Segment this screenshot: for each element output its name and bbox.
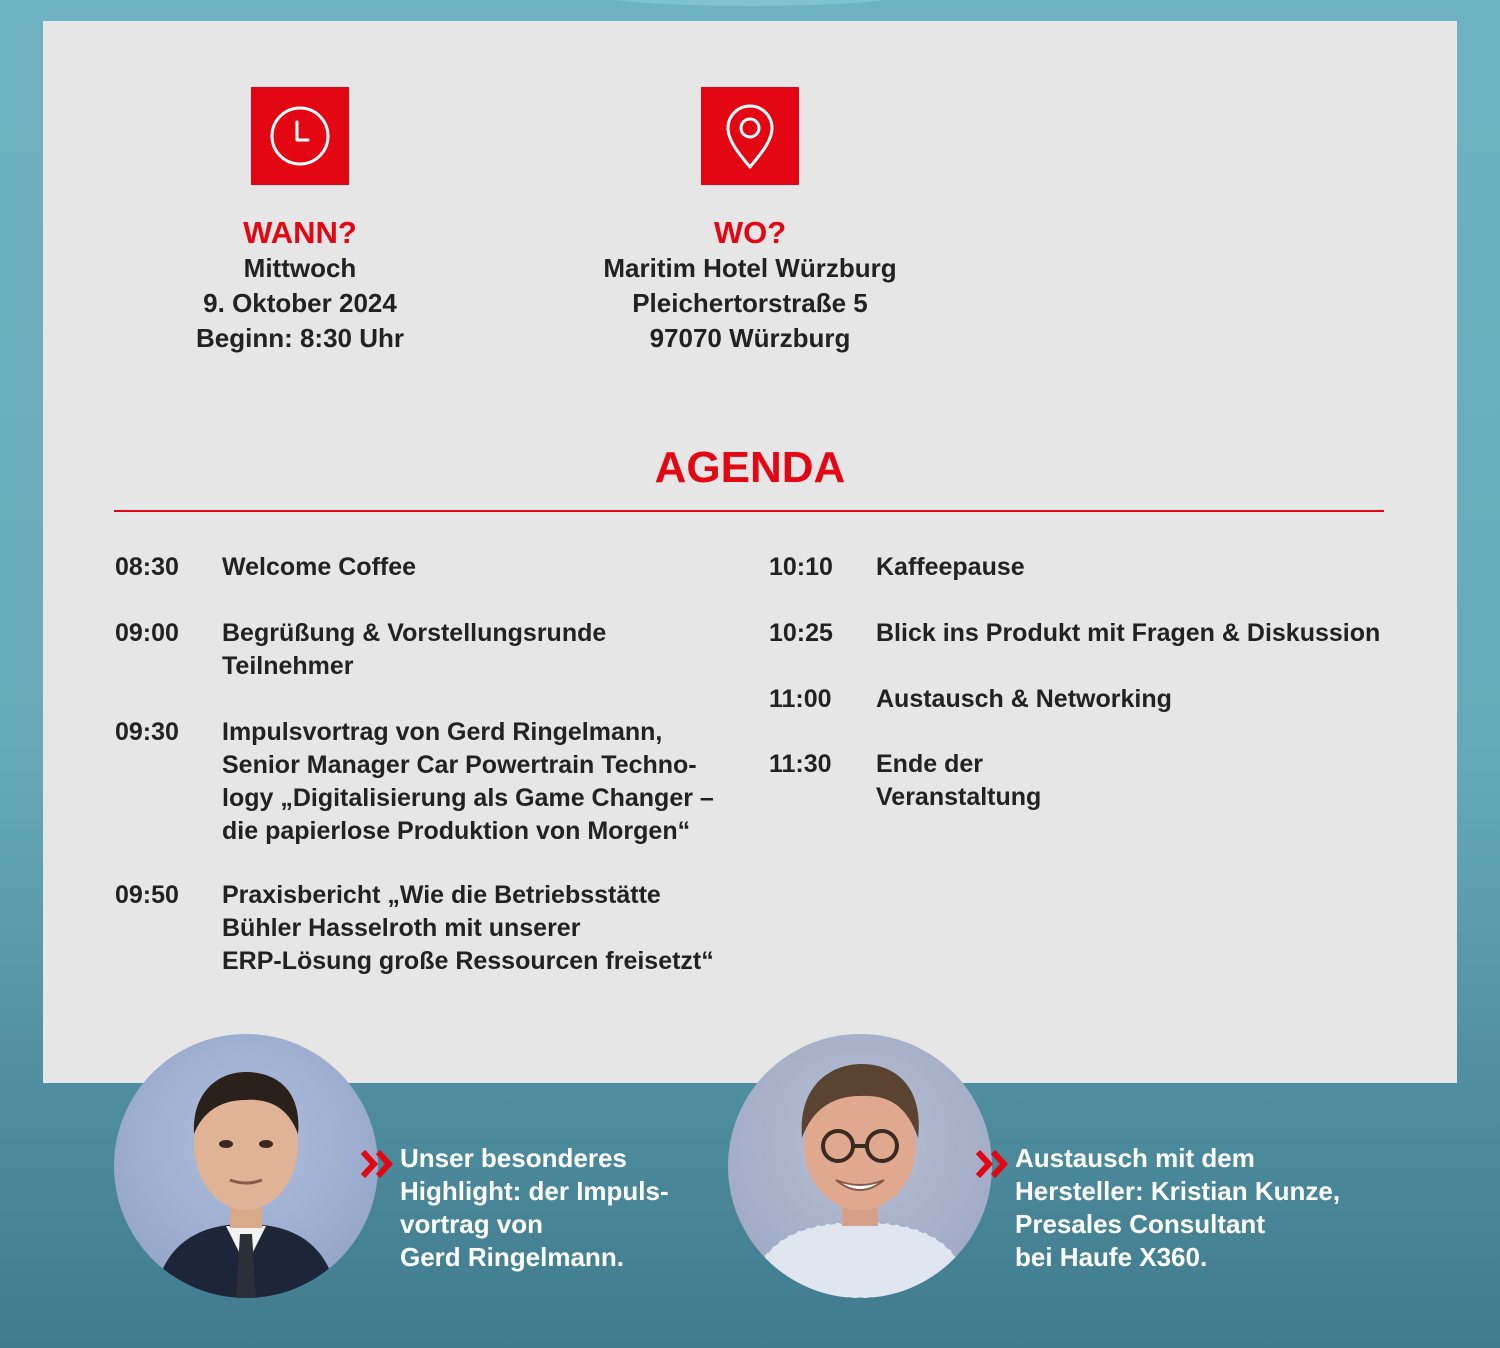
agenda-text: Welcome Coffee <box>222 553 417 581</box>
agenda-time: 08:30 <box>115 553 179 581</box>
when-date: 9. Oktober 2024 <box>203 288 397 318</box>
location-pin-icon <box>701 87 799 185</box>
where-block <box>540 87 960 356</box>
agenda-time: 11:30 <box>769 750 832 778</box>
agenda-item <box>769 617 1380 650</box>
agenda-item <box>769 748 1041 814</box>
speaker-photo-gerd-ringelmann <box>114 1034 378 1298</box>
speaker-caption-text: Unser besonderes Highlight: der Impuls- vortrag von Gerd Ringelmann. <box>400 1143 669 1272</box>
agenda-time: 10:10 <box>769 553 833 581</box>
when-day: Mittwoch <box>243 253 357 283</box>
agenda-text: Kaffeepause <box>876 553 1025 581</box>
where-venue: Maritim Hotel Würzburg <box>603 253 897 283</box>
agenda-item <box>115 879 714 978</box>
speaker-photo-kristian-kunze <box>728 1034 992 1298</box>
clock-icon <box>251 87 349 185</box>
speaker-caption-1 <box>360 1142 669 1274</box>
speaker-caption-2 <box>975 1142 1340 1274</box>
agenda-item <box>115 551 416 584</box>
agenda-text: Impulsvortrag von Gerd Ringelmann, Senior Manager Car Powertrain Techno- logy „Digitalisierung als Game Changer – die papierlose Produktion von Morgen“ <box>222 718 714 845</box>
where-street: Pleichertorstraße 5 <box>632 288 868 318</box>
double-chevron-right-icon <box>975 1142 1015 1274</box>
where-city: 97070 Würzburg <box>649 323 851 353</box>
agenda-text: Austausch & Networking <box>876 685 1172 713</box>
agenda-time: 09:50 <box>115 881 179 909</box>
agenda-time: 10:25 <box>769 619 833 647</box>
agenda-item <box>115 716 714 848</box>
when-start: Beginn: 8:30 Uhr <box>195 323 405 353</box>
agenda-text: Praxisbericht „Wie die Betriebsstätte Bühler Hasselroth mit unserer ERP-Lösung große Ressourcen freisetzt“ <box>222 881 714 975</box>
when-heading: WANN? <box>243 215 357 250</box>
agenda-item <box>115 617 606 683</box>
when-block <box>90 87 510 356</box>
double-chevron-right-icon <box>360 1142 400 1274</box>
agenda-text: Ende der Veranstaltung <box>876 750 1042 811</box>
agenda-time: 11:00 <box>769 685 832 713</box>
agenda-title: AGENDA <box>654 443 846 492</box>
agenda-text: Blick ins Produkt mit Fragen & Diskussion <box>876 619 1381 647</box>
agenda-item <box>769 551 1025 584</box>
where-heading: WO? <box>713 215 787 250</box>
speaker-caption-text: Austausch mit dem Hersteller: Kristian Kunze, Presales Consultant bei Haufe X360. <box>1015 1143 1341 1272</box>
agenda-item <box>769 683 1172 716</box>
event-info-panel <box>43 21 1457 1083</box>
agenda-divider <box>114 510 1384 512</box>
agenda-time: 09:00 <box>115 619 179 647</box>
top-decoration <box>590 0 910 6</box>
agenda-text: Begrüßung & Vorstellungsrunde Teilnehmer <box>222 619 607 680</box>
agenda-time: 09:30 <box>115 718 179 746</box>
